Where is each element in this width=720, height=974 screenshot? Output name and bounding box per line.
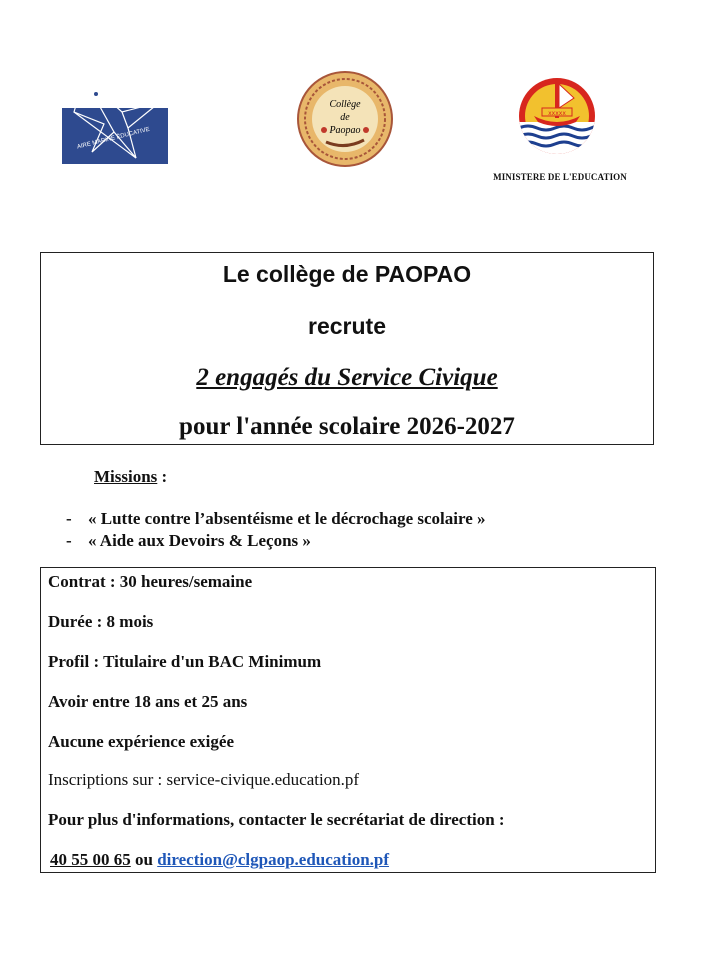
mission-item [66, 530, 486, 552]
college-logo-text-3: Paopao [329, 125, 361, 136]
missions-list [66, 508, 486, 552]
detail-contact [50, 850, 389, 870]
contact-or: ou [130, 850, 158, 869]
title-annee: pour l'année scolaire 2026-2027 [179, 413, 515, 440]
mission-item [66, 508, 486, 530]
college-de-paopao-logo [296, 70, 394, 168]
detail-duree: Durée : 8 mois [48, 612, 154, 631]
missions-heading [94, 467, 167, 487]
email-link[interactable]: direction@clgpaop.education.pf [157, 850, 390, 869]
phone-number: 40 55 00 65 [50, 850, 131, 869]
missions-heading-label: Missions [94, 467, 158, 486]
mission-item-text: « Lutte contre l’absentéisme et le décrochage scolaire » [88, 509, 486, 528]
bullet-dash-icon: - [66, 509, 72, 528]
detail-contact-intro: Pour plus d'informations, contacter le secrétariat de direction : [48, 810, 505, 829]
svg-text:xxxxx: xxxxx [548, 110, 566, 117]
detail-profil: Profil : Titulaire d'un BAC Minimum [48, 652, 322, 671]
header-box [40, 252, 654, 445]
detail-age: Avoir entre 18 ans et 25 ans [48, 692, 248, 711]
title-recrute: recrute [308, 313, 386, 339]
title-college: Le collège de PAOPAO [222, 261, 472, 287]
detail-inscriptions: Inscriptions sur : service-civique.education.pf [48, 770, 360, 789]
college-logo-text-1: Collège [329, 99, 361, 110]
polynesie-francaise-emblem [512, 72, 602, 156]
detail-experience: Aucune expérience exigée [48, 732, 234, 751]
mission-item-text: « Aide aux Devoirs & Leçons » [88, 531, 311, 550]
aire-marine-educative-logo [62, 72, 168, 164]
ama-logo-text: AIRE MARINE ÉDUCATIVE [76, 126, 151, 151]
ministere-label: MINISTERE DE L'EDUCATION [493, 172, 627, 182]
college-logo-text-2: de [340, 112, 350, 123]
missions-heading-colon: : [157, 467, 168, 486]
detail-contrat: Contrat : 30 heures/semaine [48, 572, 253, 591]
title-engages: 2 engagés du Service Civique [196, 364, 498, 391]
details-box [40, 567, 656, 873]
bullet-dash-icon: - [66, 531, 72, 550]
